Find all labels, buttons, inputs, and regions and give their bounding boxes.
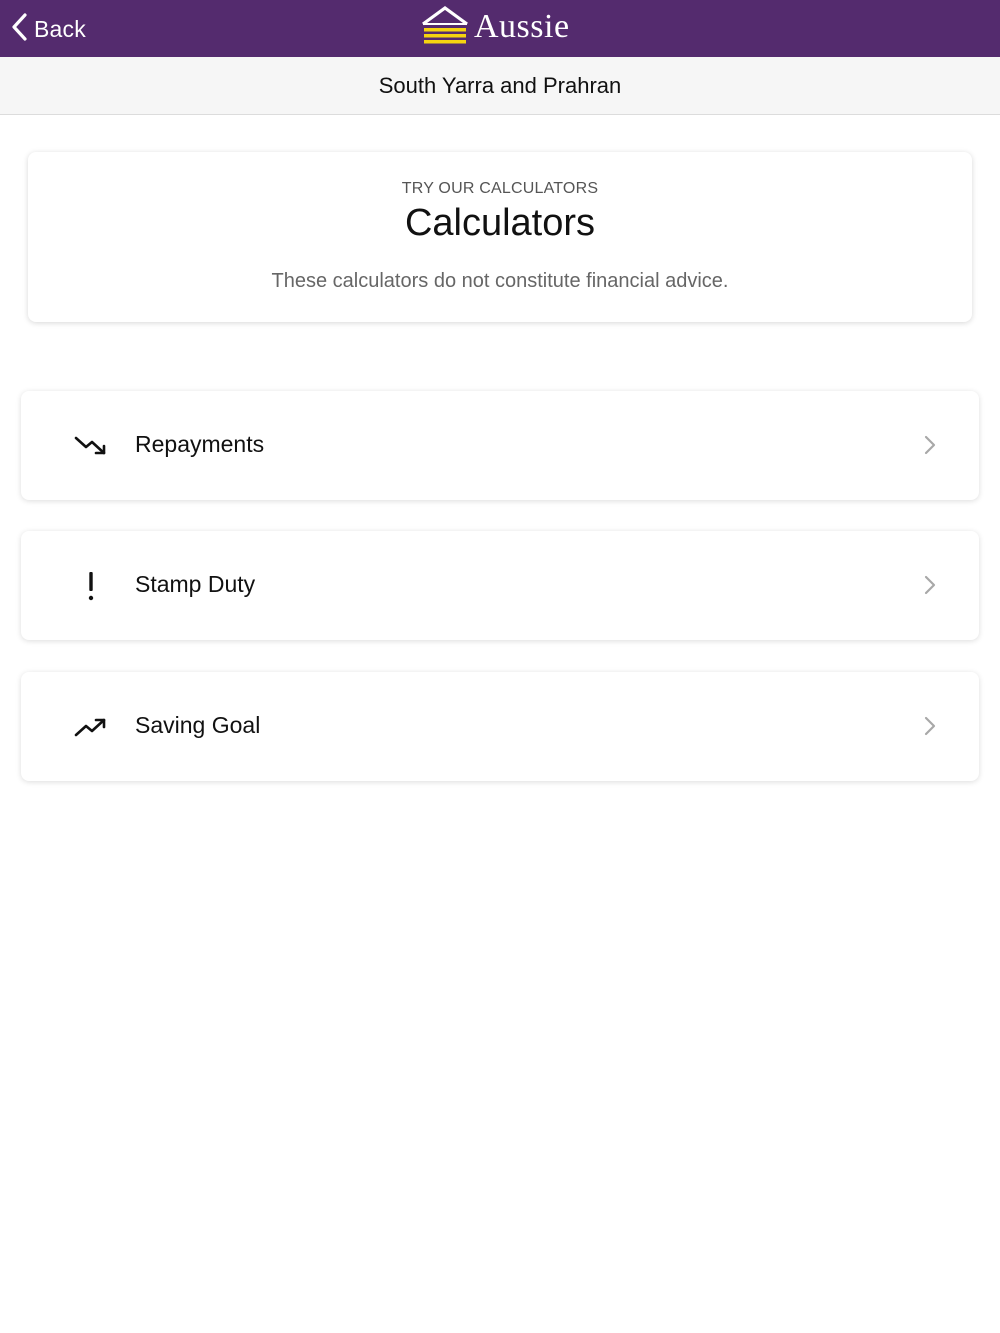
back-button-label: Back [34, 15, 86, 42]
calculator-item-saving-goal[interactable] [21, 672, 979, 781]
aussie-logo-text: Aussie [474, 8, 570, 45]
chevron-left-icon [10, 12, 28, 47]
intro-kicker: TRY OUR CALCULATORS [401, 180, 599, 197]
page-title: Calculators [404, 202, 596, 244]
top-navigation-bar [0, 0, 1000, 57]
calculator-item-label: Saving Goal [135, 712, 261, 738]
calculator-item-label: Stamp Duty [135, 571, 256, 597]
disclaimer-text: These calculators do not constitute financial advice. [271, 270, 729, 292]
calculator-item-label: Repayments [135, 431, 265, 457]
branch-location-title: South Yarra and Prahran [378, 72, 622, 98]
chevron-right-icon [923, 574, 937, 596]
chevron-right-icon [923, 715, 937, 737]
back-button[interactable] [10, 12, 86, 46]
calculators-intro-card [28, 152, 972, 322]
calculator-item-stamp-duty[interactable] [21, 531, 979, 640]
location-header [0, 57, 1000, 115]
trending-up-icon [73, 710, 109, 744]
exclamation-icon [73, 569, 109, 603]
trending-down-icon [73, 429, 109, 463]
aussie-logo [420, 6, 570, 48]
calculator-item-repayments[interactable] [21, 391, 979, 500]
aussie-house-logo-icon [420, 5, 470, 50]
chevron-right-icon [923, 434, 937, 456]
